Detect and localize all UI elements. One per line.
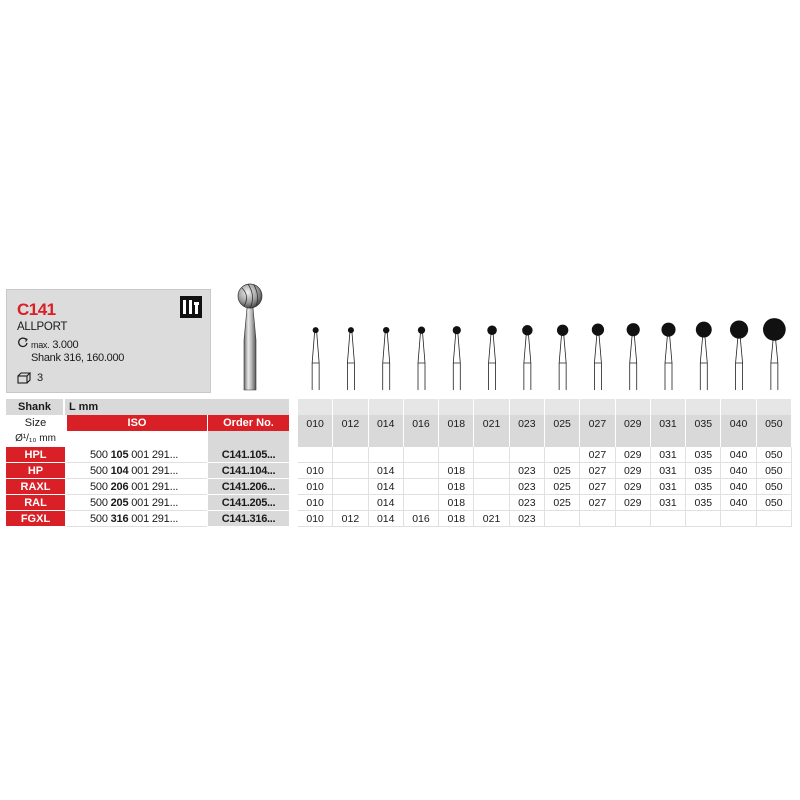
size-header: 018 — [439, 415, 474, 447]
size-cell: 025 — [545, 463, 580, 479]
burr-size-012-icon — [347, 327, 354, 390]
size-cell: 025 — [545, 495, 580, 511]
size-cell: 031 — [651, 463, 686, 479]
size-cell: 035 — [686, 447, 721, 463]
size-cell: 035 — [686, 463, 721, 479]
size-cell: 050 — [757, 447, 792, 463]
size-cell — [545, 447, 580, 463]
size-cell: 023 — [510, 495, 545, 511]
size-cell: 050 — [757, 479, 792, 495]
max-speed-value: 3.000 — [52, 339, 79, 351]
burr-illustrations — [0, 268, 800, 398]
size-cell: 050 — [757, 495, 792, 511]
shank-type: RAXL — [6, 479, 65, 495]
iso-shank-code: 104 — [110, 465, 129, 477]
iso-prefix: 500 — [90, 449, 111, 461]
order-number: C141.104... — [207, 463, 289, 479]
grid-header-blank — [333, 399, 368, 415]
table-row — [6, 447, 289, 463]
size-cell: 018 — [439, 495, 474, 511]
size-cell: 018 — [439, 479, 474, 495]
burr-size-027-icon — [592, 324, 604, 390]
size-header: 012 — [333, 415, 368, 447]
iso-prefix: 500 — [90, 465, 111, 477]
size-header: 050 — [757, 415, 792, 447]
header-diameter: Ø¹/₁₀ mm — [15, 433, 56, 444]
burr-size-018-icon — [453, 326, 461, 390]
table-row — [6, 479, 289, 495]
size-cell — [404, 463, 439, 479]
size-cell — [369, 447, 404, 463]
size-cell: 016 — [404, 511, 439, 527]
shank-type: FGXL — [6, 511, 65, 527]
size-cell: 010 — [298, 463, 333, 479]
size-cell — [333, 495, 368, 511]
size-cell: 014 — [369, 495, 404, 511]
burr-size-021-icon — [487, 325, 497, 390]
size-cell: 010 — [298, 495, 333, 511]
iso-shank-code: 206 — [110, 481, 129, 493]
grid-header-blank — [510, 399, 545, 415]
size-cell: 050 — [757, 463, 792, 479]
grid-header-blank — [369, 399, 404, 415]
size-cell: 014 — [369, 463, 404, 479]
iso-suffix: 001 291... — [128, 513, 179, 525]
iso-prefix: 500 — [90, 497, 111, 509]
grid-header-blank — [616, 399, 651, 415]
size-cell — [474, 495, 509, 511]
grid-header-blank — [439, 399, 474, 415]
size-cell: 023 — [510, 463, 545, 479]
size-cell — [616, 511, 651, 527]
realistic-burr-icon — [238, 284, 262, 390]
iso-number — [67, 447, 207, 463]
size-cell — [404, 495, 439, 511]
iso-suffix: 001 291... — [128, 449, 179, 461]
size-cell — [580, 511, 615, 527]
grid-header-blank — [686, 399, 721, 415]
size-cell: 035 — [686, 495, 721, 511]
table-row — [6, 511, 289, 527]
size-cell: 031 — [651, 479, 686, 495]
size-cell — [298, 447, 333, 463]
product-code: C141 — [17, 300, 56, 319]
size-cell: 027 — [580, 447, 615, 463]
size-header: 010 — [298, 415, 333, 447]
iso-suffix: 001 291... — [128, 481, 179, 493]
size-cell — [510, 447, 545, 463]
header-shank: Shank — [6, 399, 65, 415]
shank-type: RAL — [6, 495, 65, 511]
size-cell — [474, 463, 509, 479]
iso-number — [67, 479, 207, 495]
size-header: 029 — [616, 415, 651, 447]
order-number: C141.206... — [207, 479, 289, 495]
iso-suffix: 001 291... — [128, 465, 179, 477]
size-cell: 029 — [616, 463, 651, 479]
size-cell — [474, 479, 509, 495]
size-cell: 012 — [333, 511, 368, 527]
burr-size-040-icon — [730, 320, 748, 390]
size-cell: 014 — [369, 511, 404, 527]
product-name: ALLPORT — [17, 321, 68, 333]
grid-header-blank — [757, 399, 792, 415]
shank-speed: Shank 316, 160.000 — [31, 352, 125, 364]
header-spacer — [65, 431, 207, 447]
iso-shank-code: 105 — [110, 449, 129, 461]
size-cell — [757, 511, 792, 527]
size-cell — [333, 447, 368, 463]
burr-size-031-icon — [661, 323, 675, 390]
iso-suffix: 001 291... — [128, 497, 179, 509]
burr-size-050-icon — [763, 318, 786, 390]
size-header: 027 — [580, 415, 615, 447]
size-cell: 040 — [721, 479, 756, 495]
size-header: 035 — [686, 415, 721, 447]
size-cell — [404, 479, 439, 495]
size-cell: 014 — [369, 479, 404, 495]
grid-header-blank — [404, 399, 439, 415]
iso-prefix: 500 — [90, 513, 111, 525]
size-cell: 040 — [721, 495, 756, 511]
grid-header-blank — [580, 399, 615, 415]
size-cell: 023 — [510, 479, 545, 495]
header-size: Size — [24, 417, 47, 429]
iso-number — [67, 511, 207, 527]
size-cell: 040 — [721, 463, 756, 479]
iso-number — [67, 463, 207, 479]
size-header: 040 — [721, 415, 756, 447]
size-cell: 029 — [616, 479, 651, 495]
order-number: C141.316... — [207, 511, 289, 527]
size-cell: 027 — [580, 463, 615, 479]
iso-shank-code: 316 — [110, 513, 129, 525]
size-cell — [686, 511, 721, 527]
grid-header-blank — [298, 399, 333, 415]
shank-type: HPL — [6, 447, 65, 463]
size-cell: 023 — [510, 511, 545, 527]
size-header: 016 — [404, 415, 439, 447]
max-speed-prefix: max. — [31, 340, 50, 350]
order-number: C141.105... — [207, 447, 289, 463]
size-cell — [333, 479, 368, 495]
size-cell: 010 — [298, 511, 333, 527]
size-cell — [545, 511, 580, 527]
size-cell: 010 — [298, 479, 333, 495]
iso-number — [67, 495, 207, 511]
header-order-no: Order No. — [207, 415, 289, 431]
burr-size-010-icon — [312, 327, 319, 390]
size-cell: 018 — [439, 511, 474, 527]
size-cell — [404, 447, 439, 463]
grid-header-blank — [721, 399, 756, 415]
header-iso: ISO — [67, 415, 207, 431]
pack-quantity-value: 3 — [37, 372, 44, 384]
size-cell — [474, 447, 509, 463]
iso-prefix: 500 — [90, 481, 111, 493]
burr-size-025-icon — [557, 325, 568, 390]
iso-shank-code: 205 — [110, 497, 129, 509]
size-cell — [651, 511, 686, 527]
size-cell — [439, 447, 474, 463]
table-row — [6, 495, 289, 511]
size-cell: 027 — [580, 479, 615, 495]
size-cell: 029 — [616, 495, 651, 511]
size-cell: 029 — [616, 447, 651, 463]
burr-size-035-icon — [696, 322, 712, 390]
header-order-spacer — [207, 431, 289, 447]
table-row — [6, 463, 289, 479]
size-header: 025 — [545, 415, 580, 447]
size-cell: 035 — [686, 479, 721, 495]
grid-header-blank — [651, 399, 686, 415]
size-cell: 031 — [651, 495, 686, 511]
burr-size-016-icon — [418, 327, 425, 390]
grid-header-blank — [474, 399, 509, 415]
size-header: 031 — [651, 415, 686, 447]
size-cell: 025 — [545, 479, 580, 495]
size-cell: 021 — [474, 511, 509, 527]
size-cell — [721, 511, 756, 527]
burr-size-014-icon — [383, 327, 390, 390]
grid-header-blank — [545, 399, 580, 415]
order-number: C141.205... — [207, 495, 289, 511]
burr-size-023-icon — [522, 325, 532, 390]
size-cell — [333, 463, 368, 479]
burr-size-029-icon — [627, 323, 640, 390]
size-header: 021 — [474, 415, 509, 447]
shank-type: HP — [6, 463, 65, 479]
size-cell: 031 — [651, 447, 686, 463]
size-header: 014 — [369, 415, 404, 447]
size-cell: 018 — [439, 463, 474, 479]
size-cell: 027 — [580, 495, 615, 511]
size-cell: 040 — [721, 447, 756, 463]
header-length: L mm — [65, 399, 289, 415]
size-header: 023 — [510, 415, 545, 447]
